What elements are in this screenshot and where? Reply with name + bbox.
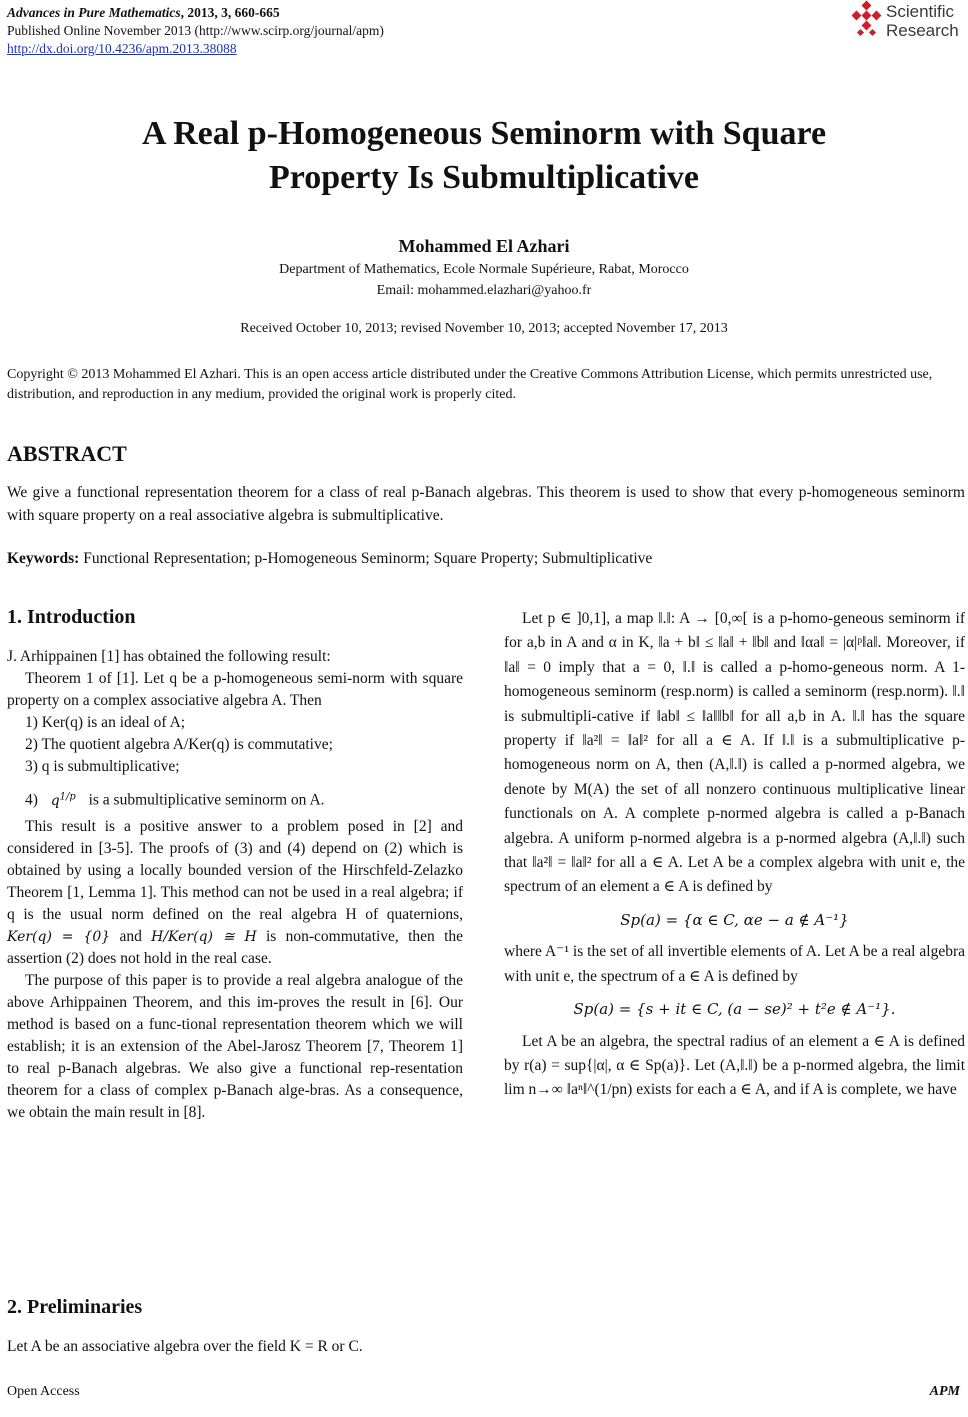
abstract-text: We give a functional representation theorem for a class of real p-Banach algebras. This theorem is used to show that every p-homogeneous seminorm with square property on a real associative algebra is submultiplicative.	[7, 484, 965, 524]
right-column	[504, 607, 965, 1103]
section-preliminaries-heading: 2. Preliminaries	[7, 1296, 143, 1318]
quotient-formula: H/Ker(q) ≅ H	[151, 928, 257, 945]
intro-paragraph-1: J. Arhippainen [1] has obtained the following result:	[7, 648, 331, 665]
author-name: Mohammed El Azhari	[398, 236, 570, 256]
preliminaries-paragraph: Let A be an associative algebra over the field K = R or C.	[7, 1338, 363, 1355]
journal-header	[7, 4, 384, 58]
published-line: Published Online November 2013 (http://www.scirp.org/journal/apm)	[7, 23, 384, 38]
intro-paragraph-2: This result is a positive answer to a problem posed in [2] and considered in [3-5]. The proofs of (3) and (4) depend on (2) which is obtained by using a locally bounded version of the Hirschfeld-Zelazko Theorem [1, Lemma 1]. This method can not be used in a real algebra; if q is the usual norm defined on the real algebra H of quaternions, Ker(q) = {0} and H/Ker(q) ≅ H is non-commutative, then the assertion (2) does not hold in the real case.	[7, 817, 464, 967]
left-column	[7, 646, 463, 1124]
publisher-logo	[850, 0, 968, 44]
author-email: Email: mohammed.elazhari@yahoo.fr	[376, 283, 592, 298]
logo-mark-icon	[850, 0, 884, 40]
theorem-statement: Theorem 1 of [1]. Let q be a p-homogeneous semi-norm with square property on a complex associative algebra A. Then	[7, 670, 463, 709]
affiliation: Department of Mathematics, Ecole Normale Supérieure, Rabat, Morocco	[279, 262, 689, 277]
theorem-item-1: 1) Ker(q) is an ideal of A;	[25, 714, 186, 731]
journal-name: Advances in Pure Mathematics	[7, 5, 181, 20]
kernel-formula: Ker(q) = {0}	[7, 928, 111, 945]
keywords-label: Keywords:	[7, 550, 80, 567]
theorem-item-3: 3) q is submultiplicative;	[25, 758, 180, 775]
spectral-radius-paragraph: Let A be an algebra, the spectral radius of an element a ∈ A is defined by r(a) = sup{|α|, α ∈ Sp(a)}. Let (A,‖.‖) be a p-normed algebra, the limit lim n→∞ ‖aⁿ‖^(1/pn) exists for each a ∈ A, and if A is complete, we have	[504, 1032, 965, 1099]
journal-volume: , 2013, 3, 660-665	[180, 5, 280, 20]
real-spectrum-equation: Sp(a) = {s + it ∈ C, (a − se)² + t²e ∉ A⁻¹}.	[573, 1000, 896, 1019]
copyright-notice: Copyright © 2013 Mohammed El Azhari. This is an open access article distributed under the Creative Commons Attribution License, which permits unrestricted use, distribution, and reproduction in any medium, provided the original work is properly cited.	[7, 367, 933, 402]
definitions-paragraph: Let p ∈ ]0,1], a map ‖.‖: A → [0,∞[ is a p-homo-geneous seminorm if for a,b in A and α in K, ‖a + b‖ ≤ ‖a‖ + ‖b‖ and ‖αa‖ = |α|ᵖ‖a‖. Moreover, if ‖a‖ = 0 imply that a = 0, ‖.‖ is called a p-homo-geneous norm. A 1-homogeneous seminorm (resp.norm) is called a seminorm (resp.norm). ‖.‖ is submultipli-cative if ‖ab‖ ≤ ‖a‖‖b‖ for all a,b in A. ‖.‖ has the square property if ‖a²‖ = ‖a‖² for all a ∈ A. If ‖.‖ is a submultiplicative p-homogeneous norm on A, then (A,‖.‖) is called a p-normed algebra, we denote by M(A) the set of all nonzero continuous multiplicative linear functionals on A. A complete p-normed algebra is called a p-Banach algebra. A uniform p-normed algebra is a p-normed algebra (A,‖.‖) such that ‖a²‖ = ‖a‖² for all a ∈ A. Let A be a complex algebra with unit e, the spectrum of an element a ∈ A is defined by	[504, 610, 965, 896]
footer-journal-abbrev: APM	[929, 1384, 960, 1399]
keywords-text: Functional Representation; p-Homogeneous Seminorm; Square Property; Submultiplicative	[79, 550, 653, 567]
footer-open-access: Open Access	[7, 1384, 80, 1399]
doi-link[interactable]: http://dx.doi.org/10.4236/apm.2013.38088	[7, 41, 237, 56]
paper-title: A Real p-Homogeneous Seminorm with Square Property Is Submultiplicative	[141, 115, 827, 196]
theorem-item-2: 2) The quotient algebra A/Ker(q) is commutative;	[25, 736, 333, 753]
received-dates: Received October 10, 2013; revised November 10, 2013; accepted November 17, 2013	[240, 321, 728, 336]
intro-paragraph-3: The purpose of this paper is to provide a real algebra analogue of the above Arhippainen Theorem, and this im-proves the result in [6]. Our method is based on a func-tional representation theorem which we will establish; it is an extension of the Abel-Jarosz Theorem [7, Theorem 1] to real p-Banach algebras. We also give a functional rep-resentation theorem for a class of complex p-Banach alge-bras. As a consequence, we obtain the main result in [8].	[7, 971, 463, 1121]
spectrum-paragraph: where A⁻¹ is the set of all invertible elements of A. Let A be a real algebra with unit e, the spectrum of a ∈ A is defined by	[504, 943, 965, 985]
q-power-formula: $q^{1/p}$	[41, 791, 76, 809]
logo-line-2: Research	[886, 21, 959, 40]
logo-line-1: Scientific	[886, 2, 955, 21]
keywords	[7, 550, 965, 568]
theorem-item-4: 4) $q^{1/p}$ is a submultiplicative seminorm on A.	[25, 791, 325, 809]
abstract-heading: ABSTRACT	[7, 441, 127, 466]
section-introduction-heading: 1. Introduction	[7, 606, 136, 628]
complex-spectrum-equation: Sp(a) = {α ∈ C, αe − a ∉ A⁻¹}	[620, 910, 849, 929]
